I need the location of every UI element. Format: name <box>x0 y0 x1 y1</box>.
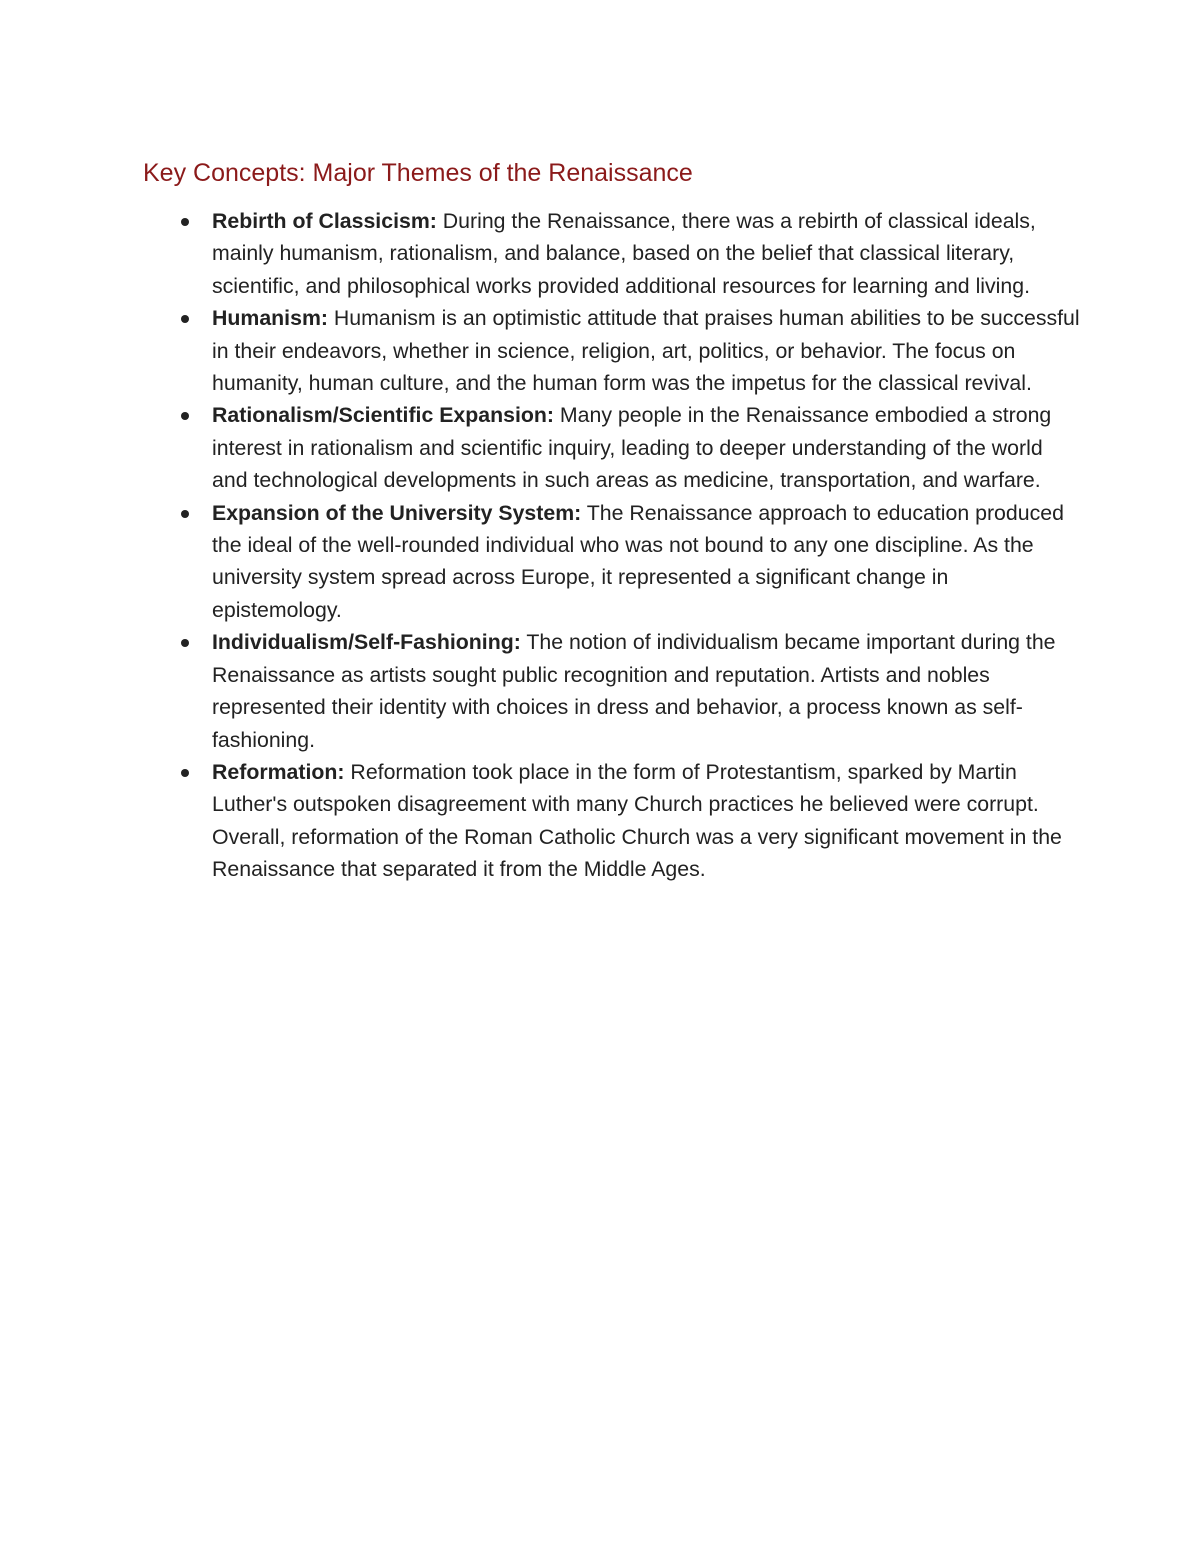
bullet-icon <box>181 639 189 647</box>
bullet-icon <box>181 315 189 323</box>
concept-term: Rebirth of Classicism: <box>212 209 437 233</box>
list-item <box>212 205 1082 302</box>
bullet-icon <box>181 218 189 226</box>
concept-term: Individualism/Self-Fashioning: <box>212 630 521 655</box>
concept-term: Humanism: <box>212 306 328 331</box>
list-item <box>212 497 1082 627</box>
concept-description: The Renaissance approach to education produced the ideal of the well-rounded individual who was not bound to any one discipline. As the university system spread across Europe, it represented a significant change in epistemology. <box>212 500 1064 622</box>
concept-description: The notion of individualism became important during the Renaissance as artists sought public recognition and reputation. Artists and nobles represented their identity with choices in dress and behavior, a process known as self-fashioning. <box>212 630 1056 752</box>
concept-description: Reformation took place in the form of Protestantism, sparked by Martin Luther's outspoken disagreement with many Church practices he believed were corrupt. Overall, reformation of the Roman Catholic Church was a very significant movement in the Renaissance that separated it from the Middle Ages. <box>212 759 1062 882</box>
concept-description: Humanism is an optimistic attitude that praises human abilities to be successful in their endeavors, whether in science, religion, art, politics, or behavior. The focus on humanity, human culture, and the human form was the impetus for the classical revival. <box>212 306 1080 396</box>
list-item <box>212 626 1082 756</box>
list-item <box>212 399 1082 496</box>
concept-term: Rationalism/Scientific Expansion: <box>212 403 555 428</box>
bullet-icon <box>181 412 189 420</box>
list-item <box>212 756 1082 886</box>
concept-description: Many people in the Renaissance embodied a strong interest in rationalism and scientific inquiry, leading to deeper understanding of the world and technological developments in such areas as medicine, transportation, and warfare. <box>212 403 1052 493</box>
concept-list <box>212 205 1082 886</box>
concept-description: During the Renaissance, there was a rebirth of classical ideals, mainly humanism, rationalism, and balance, based on the belief that classical literary, scientific, and philosophical works provided additional resources for learning and living. <box>212 209 1036 298</box>
concept-term: Reformation: <box>212 759 345 784</box>
bullet-icon <box>181 510 189 518</box>
page-title: Key Concepts: Major Themes of the Renaissance <box>143 159 693 187</box>
bullet-icon <box>181 769 189 777</box>
list-item <box>212 302 1082 399</box>
concept-term: Expansion of the University System: <box>212 500 582 525</box>
